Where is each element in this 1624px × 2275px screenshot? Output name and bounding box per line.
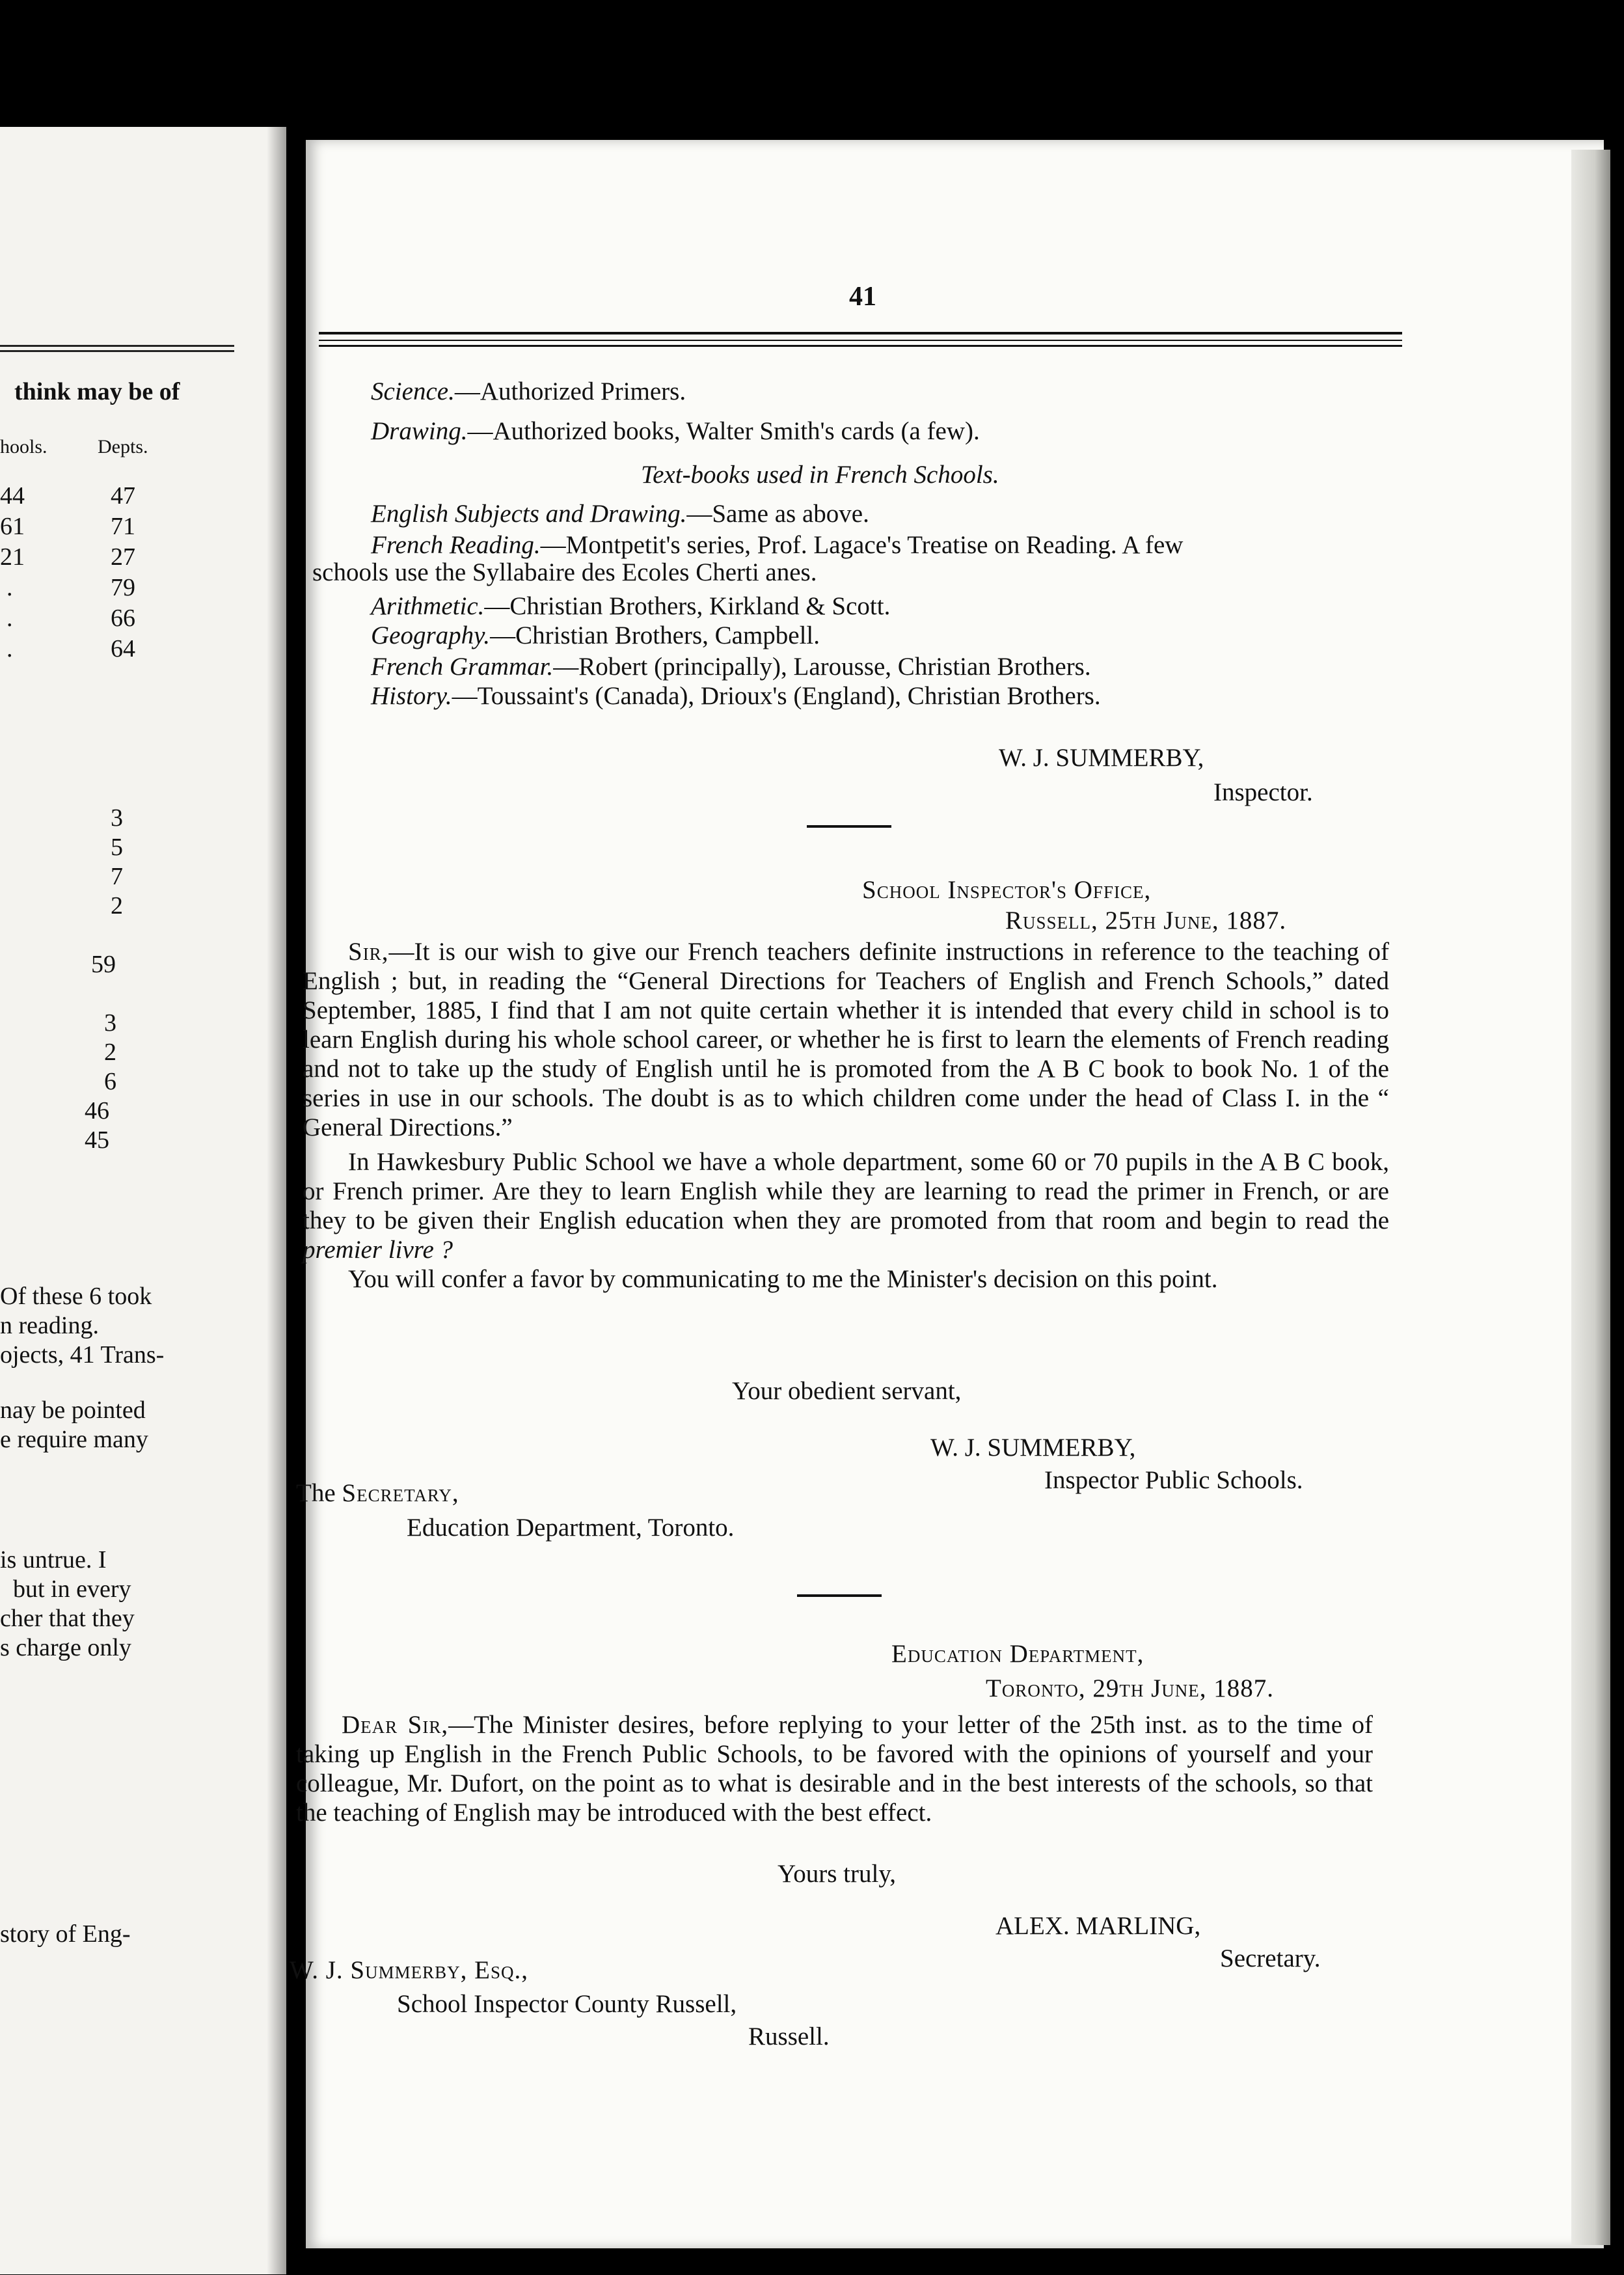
left-number: 7 — [111, 863, 123, 890]
left-number: 6 — [104, 1068, 116, 1095]
item-label: English Subjects and Drawing. — [371, 500, 687, 528]
letter2-signature-title: Secretary. — [1220, 1944, 1321, 1972]
french-item — [371, 654, 1091, 679]
item-text: schools use the Syllabaire des Ecoles Cherti anes. — [312, 558, 817, 586]
left-cell: . — [7, 605, 13, 632]
letter2-closing: Yours truly, — [778, 1860, 897, 1888]
left-col-head: Depts. — [98, 436, 148, 457]
left-text-line: think may be of — [14, 378, 180, 405]
left-number: 59 — [91, 951, 116, 978]
left-number: 46 — [85, 1097, 109, 1124]
drawing-text: —Authorized books, Walter Smith's cards (a few). — [467, 417, 980, 445]
letter1-para2-italic: premier livre ? — [303, 1236, 453, 1264]
left-page-rule — [0, 350, 234, 352]
left-cell: 44 — [0, 482, 25, 510]
letter1-signature-name: W. J. SUMMERBY, — [930, 1434, 1136, 1462]
item-label: French Reading. — [371, 531, 541, 559]
french-schools-heading: Text-books used in French Schools. — [641, 461, 999, 489]
left-number: 45 — [85, 1126, 109, 1154]
left-page-rule — [0, 345, 234, 347]
science-line — [371, 379, 686, 404]
science-text: —Authorized Primers. — [454, 377, 686, 405]
letter2-signature-name: ALEX. MARLING, — [995, 1912, 1201, 1940]
letter1-office: School Inspector's Office, — [862, 876, 1152, 904]
item-text: —Same as above. — [686, 500, 869, 528]
section-divider — [797, 1594, 882, 1597]
item-label: History. — [371, 682, 452, 710]
left-cell: 47 — [111, 482, 135, 510]
letter2-office: Education Department, — [891, 1640, 1144, 1668]
left-cell: 71 — [111, 513, 135, 540]
item-text: —Toussaint's (Canada), Drioux's (England), Christian Brothers. — [452, 682, 1101, 710]
french-item — [371, 532, 1183, 558]
section-divider — [807, 825, 891, 828]
left-text-line: e require many — [0, 1426, 148, 1453]
letter2-addressee-line2: School Inspector County Russell, — [397, 1990, 737, 2018]
page-edge — [1571, 150, 1610, 2245]
addressee-prefix: The — [296, 1479, 336, 1507]
left-cell: 66 — [111, 605, 135, 632]
letter1-para1-text: —It is our wish to give our French teachers definite instructions in reference to the teaching of English ; but, in reading the “General Directions for Teachers of English and French Schools,” dated September, 1885, I find that I am not quite certain whether it is intended that every child in school is to learn English during his whole school career, or whether he is first to learn the elements of French reading and not to take up the study of English until he is promoted from the A B C book to book No. 1 of the series in use in our schools. The doubt is as to which children come under the head of Class I. in the “ General Directions.” — [303, 938, 1389, 1141]
left-cell: 21 — [0, 543, 25, 571]
item-text: —Montpetit's series, Prof. Lagace's Treatise on Reading. A few — [540, 531, 1184, 559]
letter1-body — [303, 937, 1389, 1294]
left-text-line: story of Eng- — [0, 1920, 131, 1948]
left-number: 2 — [111, 892, 123, 920]
item-label: Arithmetic. — [371, 592, 485, 620]
letter1-date: Russell, 25th June, 1887. — [1005, 906, 1287, 934]
item-text: —Christian Brothers, Kirkland & Scott. — [484, 592, 891, 620]
left-number: 5 — [111, 834, 123, 861]
letter1-para2 — [303, 1147, 1389, 1264]
header-rule — [319, 345, 1402, 347]
letter1-para2-text: In Hawkesbury Public School we have a whole department, some 60 or 70 pupils in the A B C book, or French primer. Are they to learn English while they are learning to read the primer in French, or are they to be given their English education when they are promoted from that room and begin to read the — [303, 1148, 1389, 1234]
signature-title: Inspector. — [1213, 778, 1313, 806]
left-cell: 61 — [0, 513, 25, 540]
letter1-addressee — [296, 1480, 459, 1506]
french-item — [371, 593, 890, 619]
left-text-line: Of these 6 took — [0, 1283, 152, 1310]
science-label: Science. — [371, 377, 455, 405]
left-text-line: n reading. — [0, 1312, 99, 1339]
french-item — [312, 560, 817, 585]
letter2-salutation: Dear Sir, — [342, 1711, 449, 1739]
letter2-addressee-line3: Russell. — [748, 2023, 830, 2050]
item-label: Geography. — [371, 621, 491, 649]
item-text: —Christian Brothers, Campbell. — [490, 621, 820, 649]
page-number: 41 — [849, 282, 876, 312]
letter2-date: Toronto, 29th June, 1887. — [986, 1674, 1274, 1702]
drawing-label: Drawing. — [371, 417, 468, 445]
drawing-line — [371, 418, 980, 444]
left-text-line: is untrue. I — [0, 1546, 107, 1573]
french-item — [371, 623, 820, 648]
left-cell: . — [7, 635, 13, 662]
left-text-line: s charge only — [0, 1634, 131, 1661]
header-rule — [319, 340, 1402, 341]
letter1-signature-title: Inspector Public Schools. — [1044, 1466, 1303, 1494]
letter1-salutation: Sir, — [348, 938, 389, 966]
letter2-addressee-name: W. J. Summerby, Esq., — [290, 1956, 528, 1984]
left-col-head: hools. — [0, 436, 47, 457]
letter2-para1-text: —The Minister desires, before replying to your letter of the 25th inst. as to the time of taking up English in the French Public Schools, to be favored with the opinions of yourself and your colleague, Mr. Dufort, on the point as to what is desirable and in the best interests of the schools, so that the teaching of English may be introduced with the best effect. — [296, 1711, 1373, 1827]
item-text: —Robert (principally), Larousse, Christian Brothers. — [553, 653, 1091, 681]
left-cell: 79 — [111, 574, 135, 601]
left-page — [0, 127, 286, 2274]
addressee-title: Secretary, — [342, 1479, 459, 1507]
letter1-para1 — [303, 937, 1389, 1142]
left-number: 3 — [111, 804, 123, 832]
french-item — [371, 683, 1101, 709]
left-number: 3 — [104, 1009, 116, 1037]
signature-name: W. J. SUMMERBY, — [999, 744, 1204, 772]
letter2-para1 — [296, 1710, 1373, 1827]
left-cell: . — [7, 574, 13, 601]
left-cell: 64 — [111, 635, 135, 662]
left-text-line: cher that they — [0, 1605, 135, 1632]
letter1-closing: Your obedient servant, — [732, 1377, 962, 1405]
header-rule — [319, 332, 1402, 334]
left-number: 2 — [104, 1039, 116, 1066]
left-cell: 27 — [111, 543, 135, 571]
letter2-body — [296, 1710, 1373, 1827]
left-text-line: nay be pointed — [0, 1396, 146, 1424]
letter1-para3: You will confer a favor by communicating to me the Minister's decision on this point. — [348, 1265, 1218, 1293]
item-label: French Grammar. — [371, 653, 554, 681]
gutter-shadow — [267, 127, 286, 2274]
letter1-addressee-dept: Education Department, Toronto. — [407, 1514, 735, 1542]
left-text-line: ojects, 41 Trans- — [0, 1341, 165, 1369]
french-item — [371, 501, 869, 526]
left-text-line: but in every — [13, 1575, 131, 1603]
